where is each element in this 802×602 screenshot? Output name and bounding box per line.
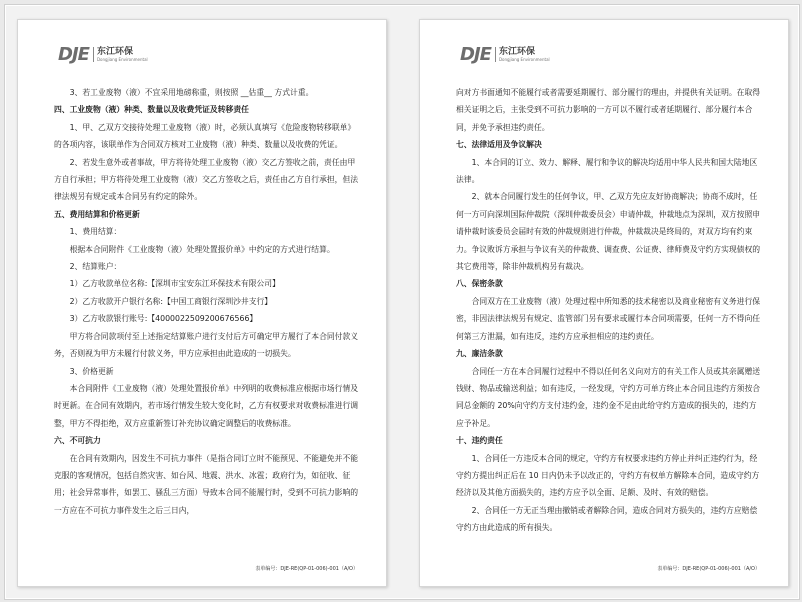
form-number-footer: 表单编号：DJE-RE(QP-01-006)-001（A/O） xyxy=(657,566,760,572)
section-heading: 六、不可抗力 xyxy=(54,436,101,446)
section-heading: 十、违约责任 xyxy=(456,436,503,446)
logo-mark: DJE xyxy=(460,44,491,65)
logo-english-name: Dongjiang Environmental xyxy=(498,57,550,62)
left-page-body xyxy=(54,84,360,519)
section-heading: 八、保密条款 xyxy=(456,279,503,289)
right-page-body xyxy=(456,84,762,537)
paragraph: 根据本合同附件《工业废物（液）处理处置报价单》中约定的方式进行结算。 xyxy=(69,244,335,254)
paragraph: 2、就本合同履行发生的任何争议，甲、乙双方先应友好协商解决；协商不成时，任何一方可向深圳国际仲裁院（深圳仲裁委员会）申请仲裁，仲裁地点为深圳，双方按照申请仲裁时该委员会届时有效的仲裁规则进行仲裁，仲裁裁决是终局的，对双方均有约束力。争议败诉方承担与争议有关的仲裁费、调查费、公证费、律师费及守约方实现债权的其它费用等，除非仲裁机构另有裁决。 xyxy=(456,192,761,272)
logo-chinese-name: 东江环保 xyxy=(96,47,133,57)
paragraph: 2、结算账户： xyxy=(69,262,122,272)
paragraph: 2、若发生意外或者事故，甲方将待处理工业废物（液）交乙方签收之前，责任由甲方自行承担；甲方将待处理工业废物（液）交乙方签收之后，责任由乙方自行承担，但法律法规另有规定或本合同另有约定的除外。 xyxy=(54,157,359,202)
logo-english-name: Dongjiang Environmental xyxy=(96,57,148,62)
logo-mark: DJE xyxy=(58,44,89,65)
paragraph: 3、若工业废物（液）不宜采用地磅称重，则按照 __估重__ 方式计重。 xyxy=(69,88,314,97)
paragraph: 在合同有效期内，因发生不可抗力事件（是指合同订立时不能预见、不能避免并不能克服的客观情况，包括自然灾害、如台风、地震、洪水、冰雹；政府行为，如征收、征用；社会异常事件，如罢工、骚乱三方面）导致本合同不能履行时，受到不可抗力影响的一方应在不可抗力事件发生之后三日内， xyxy=(54,453,359,515)
paragraph: 甲方将合同款项付至上述指定结算账户进行支付后方可确定甲方履行了本合同付款义务，否则视为甲方未履行付款义务，甲方应承担由此造成的一切损失。 xyxy=(54,331,359,359)
form-number-footer: 表单编号：DJE-RE(QP-01-006)-001（A/O） xyxy=(255,566,358,572)
paragraph: 合同双方在工业废物（液）处理过程中所知悉的技术秘密以及商业秘密有义务进行保密，非因法律法规另有规定、监管部门另有要求或履行本合同项需要，任何一方不得向任何第三方泄漏，如有违反，违约方应承担相应的违约责任。 xyxy=(456,296,761,341)
section-heading: 四、工业废物（液）种类、数量以及收费凭证及转移责任 xyxy=(54,105,249,115)
paragraph: 3、价格更新 xyxy=(69,366,114,376)
section-heading: 五、费用结算和价格更新 xyxy=(54,209,140,219)
company-logo xyxy=(58,44,148,65)
document-page-right xyxy=(419,19,789,587)
paragraph: 1、合同任一方违反本合同的规定，守约方有权要求违约方停止并纠正违约行为，经守约方提出纠正后在 10 日内仍未予以改正的，守约方有权单方解除本合同，造成守约方经济以及其他方面损失的，违约方应予以全面、足额、及时、有效的赔偿。 xyxy=(456,453,760,498)
paragraph: 3）乙方收款银行账号:【4000022509200676566】 xyxy=(69,314,258,324)
scan-frame xyxy=(4,4,800,600)
section-heading: 七、法律适用及争议解决 xyxy=(456,140,542,150)
paragraph: 向对方书面通知不能履行或者需要延期履行、部分履行的理由，并提供有关证明。在取得相关证明之后，主张受到不可抗力影响的一方可以不履行或者延期履行、部分履行本合同，并免予承担违约责任。 xyxy=(456,88,761,132)
paragraph: 合同任一方在本合同履行过程中不得以任何名义向对方的有关工作人员或其亲属赠送钱财、物品或输送利益；如有违反，一经发现，守约方可单方终止本合同且违约方须按合同总金额的 20%向守约方支付违约金，违约金不足由此给守约方造成的损失的，违约方应予补足。 xyxy=(456,366,761,428)
company-logo xyxy=(460,44,550,65)
paragraph: 2、合同任一方无正当理由撤销或者解除合同，造成合同对方损失的，违约方应赔偿守约方由此造成的所有损失。 xyxy=(456,505,758,533)
section-heading: 九、廉洁条款 xyxy=(456,349,503,359)
paragraph: 2）乙方收款开户银行名称:【中国工商银行深圳沙井支行】 xyxy=(69,296,273,306)
logo-chinese-name: 东江环保 xyxy=(498,47,535,57)
document-page-left xyxy=(17,19,387,587)
paragraph: 1、甲、乙双方交接待处理工业废物（液）时，必须认真填写《危险废物转移联单》的各项内容，该联单作为合同双方核对工业废物（液）种类、数量以及收费的凭证。 xyxy=(54,122,356,150)
paragraph: 1、本合同的订立、效力、解释、履行和争议的解决均适用中华人民共和国大陆地区法律。 xyxy=(456,157,758,185)
paragraph: 1、费用结算： xyxy=(69,227,122,237)
paragraph: 1）乙方收款单位名称:【深圳市宝安东江环保技术有限公司】 xyxy=(69,279,280,289)
paragraph: 本合同附件《工业废物（液）处理处置报价单》中列明的收费标准应根据市场行情及时更新。在合同有效期内，若市场行情发生较大变化时，乙方有权要求对收费标准进行调整，甲方不得拒绝，双方应重新签订补充协议确定调整后的收费标准。 xyxy=(54,383,359,428)
